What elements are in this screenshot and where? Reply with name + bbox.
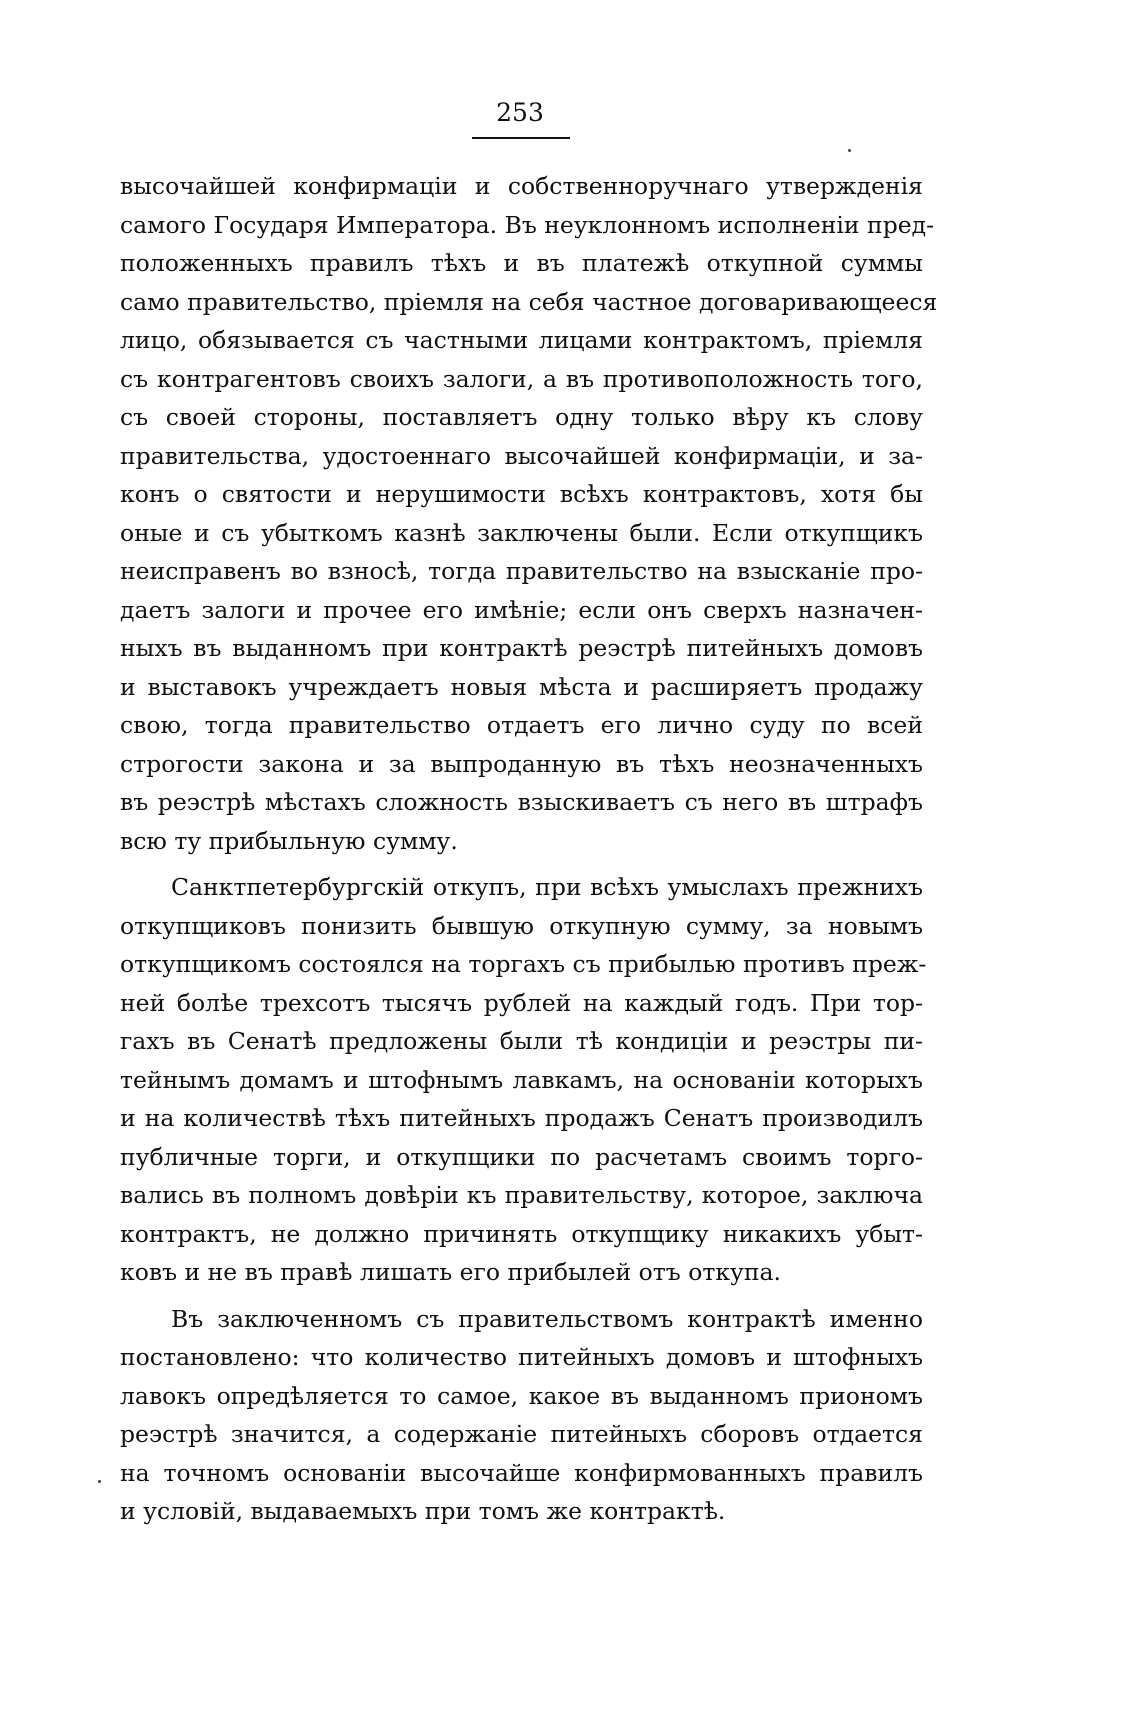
text-line: тейнымъ домамъ и штофнымъ лавкамъ, на основаніи которыхъ <box>120 1065 923 1094</box>
text-line: неисправенъ во взносѣ, тогда правительство на взысканіе про- <box>120 557 923 585</box>
text-line: Санктпетербургскій откупъ, при всѣхъ умыслахъ прежнихъ <box>171 873 923 901</box>
text-line: даетъ залоги и прочее его имѣніе; если онъ сверхъ назначен- <box>120 595 923 624</box>
text-line: оные и съ убыткомъ казнѣ заключены были. Если откупщикъ <box>120 518 923 547</box>
text-line: и выставокъ учреждаетъ новыя мѣста и расширяетъ продажу <box>120 672 923 701</box>
text-line: самого Государя Императора. Въ неуклонномъ исполненіи пред- <box>120 210 935 239</box>
text-line: конъ о святости и нерушимости всѣхъ контрактовъ, хотя бы <box>120 480 923 508</box>
page-number: 253 <box>496 98 544 127</box>
text-line: и на количествѣ тѣхъ питейныхъ продажъ Сенатъ производилъ <box>120 1104 923 1132</box>
text-line: всю ту прибыльную сумму. <box>120 826 458 855</box>
text-line: контрактъ, не должно причинять откупщику никакихъ убыт- <box>120 1219 923 1248</box>
text-line: публичные торги, и откупщики по расчетамъ своимъ торго- <box>120 1142 923 1171</box>
text-line: и условій, выдаваемыхъ при томъ же контрактѣ. <box>120 1497 726 1525</box>
paragraph <box>120 1300 923 1531</box>
text-line: постановлено: что количество питейныхъ домовъ и штофныхъ <box>120 1343 923 1371</box>
text-line: лицо, обязывается съ частными лицами контрактомъ, пріемля <box>120 326 923 354</box>
paragraph-gap <box>120 860 923 868</box>
text-line: ней болѣе трехсотъ тысячъ рублей на каждый годъ. При тор- <box>120 988 923 1017</box>
print-speck <box>98 1480 101 1483</box>
text-line: реэстрѣ значится, а содержаніе питейныхъ сборовъ отдается <box>120 1420 923 1448</box>
text-line: само правительство, пріемля на себя частное договаривающееся <box>120 287 938 316</box>
text-line: строгости закона и за выпроданную въ тѣхъ неозначенныхъ <box>120 749 923 778</box>
text-line: съ своей стороны, поставляетъ одну только вѣру къ слову <box>120 403 923 431</box>
text-line: ковъ и не въ правѣ лишать его прибылей отъ откупа. <box>120 1258 782 1286</box>
text-line: высочайшей конфирмаціи и собственноручнаго утвержденія <box>120 172 923 200</box>
text-line: откупщикомъ состоялся на торгахъ съ прибылью противъ преж- <box>120 950 927 978</box>
paragraph-gap <box>120 1292 923 1300</box>
text-line: ныхъ въ выданномъ при контрактѣ реэстрѣ питейныхъ домовъ <box>120 634 923 662</box>
text-line: свою, тогда правительство отдаетъ его лично суду по всей <box>120 711 923 739</box>
print-speck <box>848 149 851 152</box>
page-number-rule <box>472 137 570 139</box>
text-line: Въ заключенномъ съ правительствомъ контрактѣ именно <box>171 1304 923 1333</box>
text-line: гахъ въ Сенатѣ предложены были тѣ кондиціи и реэстры пи- <box>120 1027 923 1055</box>
text-line: вались въ полномъ довѣріи къ правительству, которое, заключа <box>120 1181 923 1209</box>
text-line: съ контрагентовъ своихъ залоги, а въ противоположность того, <box>120 364 923 393</box>
text-line: лавокъ опредѣляется то самое, какое въ выданномъ приономъ <box>120 1381 923 1410</box>
body-text <box>120 167 938 1531</box>
text-line: въ реэстрѣ мѣстахъ сложность взыскиваетъ съ него въ штрафъ <box>120 788 923 816</box>
text-line: откупщиковъ понизить бывшую откупную сумму, за новымъ <box>120 911 923 940</box>
text-line: положенныхъ правилъ тѣхъ и въ платежѣ откупной суммы <box>120 249 923 277</box>
text-line: правительства, удостоеннаго высочайшей конфирмаціи, и за- <box>120 441 923 470</box>
text-line: на точномъ основаніи высочайше конфирмованныхъ правилъ <box>120 1458 923 1487</box>
paragraph <box>120 167 938 860</box>
paragraph <box>120 868 927 1292</box>
